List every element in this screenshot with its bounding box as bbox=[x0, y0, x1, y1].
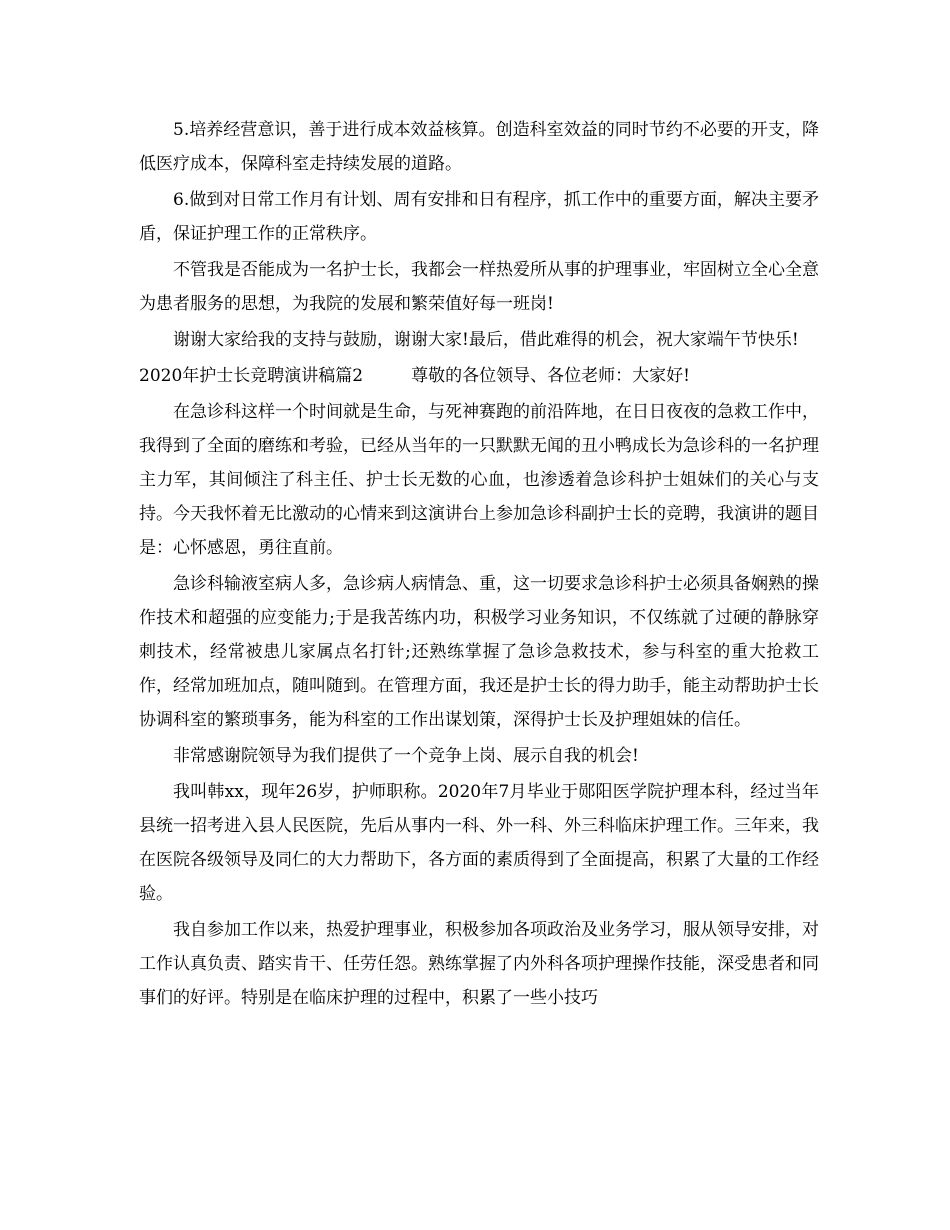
section-title: 2020年护士长竞聘演讲稿篇2 bbox=[139, 366, 364, 386]
paragraph-emergency-skills: 急诊科输液室病人多，急诊病人病情急、重，这一切要求急诊科护士必须具备娴熟的操作技术和超强的应变能力;于是我苦练内功，积极学习业务知识，不仅练就了过硬的静脉穿刺技术，经常被患儿家属点名打针;还熟练掌握了急诊急救技术，参与科室的重大抢救工作，经常加班加点，随叫随到。在管理方面，我还是护士长的得力助手，能主动帮助护士长协调科室的繁琐事务，能为科室的工作出谋划策，深得护士长及护理姐妹的信任。 bbox=[139, 574, 819, 730]
section-greeting: 尊敬的各位领导、各位老师：大家好! bbox=[411, 366, 690, 386]
paragraph-self-intro: 我叫韩xx，现年26岁，护师职称。2020年7月毕业于郧阳医学院护理本科，经过当年县统一招考进入县人民医院，先后从事内一科、外一科、外三科临床护理工作。三年来，我在医院各级领导及同仁的大力帮助下，各方面的素质得到了全面提高，积累了大量的工作经验。 bbox=[139, 782, 819, 904]
document-body bbox=[139, 113, 819, 1017]
paragraph-point-5: 5.培养经营意识，善于进行成本效益核算。创造科室效益的同时节约不必要的开支，降低医疗成本，保障科室走持续发展的道路。 bbox=[139, 120, 819, 174]
paragraph-commitment: 不管我是否能成为一名护士长，我都会一样热爱所从事的护理事业，牢固树立全心全意为患者服务的思想，为我院的发展和繁荣值好每一班岗! bbox=[139, 260, 819, 314]
paragraph-work-attitude: 我自参加工作以来，热爱护理事业，积极参加各项政治及业务学习，服从领导安排，对工作认真负责、踏实肯干、任劳任怨。熟练掌握了内外科各项护理操作技能，深受患者和同事们的好评。特别是在临床护理的过程中，积累了一些小技巧 bbox=[139, 920, 819, 1008]
paragraph-emergency-intro: 在急诊科这样一个时间就是生命，与死神赛跑的前沿阵地，在日日夜夜的急救工作中，我得到了全面的磨练和考验，已经从当年的一只默默无闻的丑小鸭成长为急诊科的一名护理主力军，其间倾注了科主任、护士长无数的心血，也渗透着急诊科护士姐妹们的关心与支持。今天我怀着无比激动的心情来到这演讲台上参加急诊科副护士长的竞聘，我演讲的题目是：心怀感恩，勇往直前。 bbox=[139, 402, 819, 558]
paragraph-point-6: 6.做到对日常工作月有计划、周有安排和日有程序，抓工作中的重要方面，解决主要矛盾，保证护理工作的正常秩序。 bbox=[139, 190, 819, 244]
paragraph-gratitude: 非常感谢院领导为我们提供了一个竞争上岗、展示自我的机会! bbox=[173, 746, 639, 766]
paragraph-thanks: 谢谢大家给我的支持与鼓励，谢谢大家!最后，借此难得的机会，祝大家端午节快乐! bbox=[173, 330, 799, 350]
section-heading-line bbox=[139, 359, 819, 393]
